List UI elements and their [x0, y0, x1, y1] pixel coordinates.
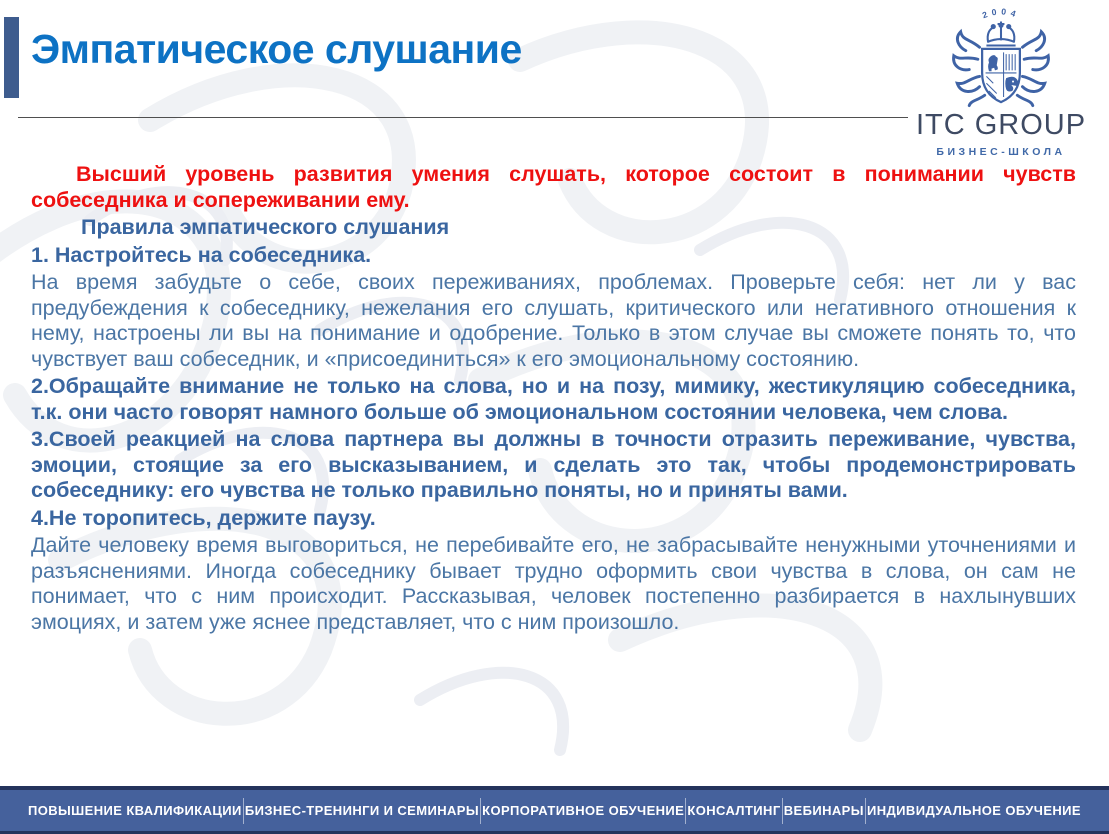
footer-item-trainings[interactable]: БИЗНЕС-ТРЕНИНГИ И СЕМИНАРЫ: [244, 803, 479, 818]
footer-separator: [865, 798, 866, 824]
logo-tagline: БИЗНЕС-ШКОЛА: [936, 146, 1066, 158]
title-accent-bar: [4, 17, 19, 98]
logo-name: ITC GROUP: [915, 109, 1087, 141]
footer-separator: [782, 798, 783, 824]
footer-menu: [0, 786, 1109, 834]
footer-item-webinars[interactable]: ВЕБИНАРЫ: [783, 803, 864, 818]
rules-subheading: Правила эмпатического слушания: [81, 215, 450, 239]
rule-3-paragraph: 3.Своей реакцией на слова партнера вы должны в точности отразить переживание, чувства, эмоции, стоящие за его высказыванием, и сделать это так, чтобы продемонстрировать собеседнику: его чувства не только правильно поняты, но и приняты вами.: [31, 427, 1076, 502]
footer-item-corporate[interactable]: КОРПОРАТИВНОЕ ОБУЧЕНИЕ: [482, 803, 685, 818]
rule-4-body: Дайте человеку время выговориться, не перебивайте его, не забрасывайте ненужными уточнениями и разъяснениями. Иногда собеседнику бывает трудно оформить свои чувства в слова, он сам не понимает, что с ним происходит. Рассказывая, человек постепенно разбирается в нахлынувших эмоциях, и затем уже яснее представляет, что с ним произошло.: [31, 533, 1076, 634]
rule-1-heading: 1. Настройтесь на собеседника.: [31, 242, 372, 267]
footer-item-consulting[interactable]: КОНСАЛТИНГ: [687, 803, 781, 818]
intro-paragraph: Высший уровень развития умения слушать, которое состоит в понимании чувств собеседника и сопереживании ему.: [31, 162, 1076, 212]
page-title: Эмпатическое слушание: [31, 26, 522, 72]
footer-item-individual[interactable]: ИНДИВИДУАЛЬНОЕ ОБУЧЕНИЕ: [866, 803, 1081, 818]
slide-content: [31, 162, 1076, 637]
itc-group-logo: [911, 6, 1091, 158]
rule-1-body: На время забудьте о себе, своих переживаниях, проблемах. Проверьте себя: нет ли у вас предубеждения к собеседнику, нежелания его слушать, критического или негативного отношения к нему, настроены ли вы на понимание и одобрение. Только в этом случае вы сможете понять то, что чувствует ваш собеседник, и «присоединиться» к его эмоциональному состоянию.: [31, 270, 1076, 371]
footer-separator: [685, 798, 686, 824]
rule-4-heading: 4.Не торопитесь, держите паузу.: [31, 505, 376, 530]
footer-separator: [243, 798, 244, 824]
footer-separator: [480, 798, 481, 824]
rule-2-paragraph: 2.Обращайте внимание не только на слова, но и на позу, мимику, жестикуляцию собеседника, т.к. они часто говорят намного больше об эмоциональном состоянии человека, чем слова.: [31, 374, 1076, 424]
footer-item-qualification[interactable]: ПОВЫШЕНИЕ КВАЛИФИКАЦИИ: [28, 803, 242, 818]
header-divider: [18, 117, 908, 118]
crest-icon: [935, 6, 1067, 109]
svg-text:2004: 2004: [980, 6, 1022, 21]
